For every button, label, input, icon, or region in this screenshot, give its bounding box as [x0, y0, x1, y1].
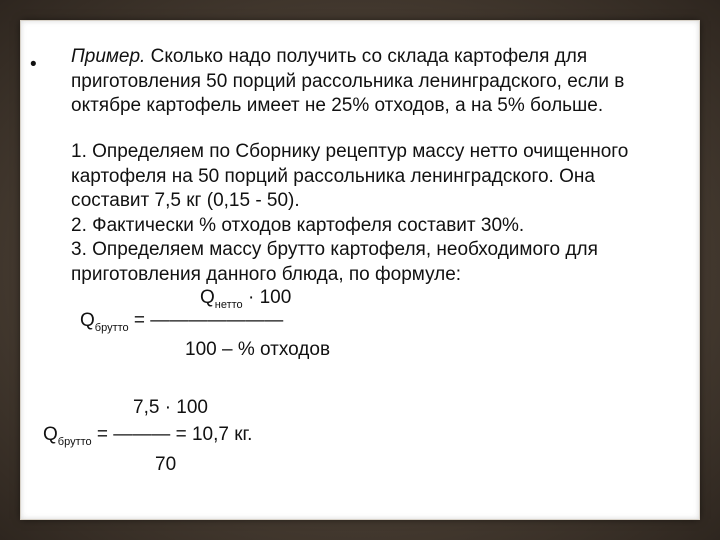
formula1-num-rest: · 100: [242, 287, 292, 308]
step-line-2: картофеля на 50 порций рассольника ленинградского. Она: [71, 165, 595, 187]
steps-paragraph: [71, 140, 628, 287]
formula1-denominator: 100 – % отходов: [185, 339, 331, 360]
example-line-2: приготовления 50 порций рассольника ленинградского, если в: [71, 70, 625, 92]
example-paragraph: [71, 45, 624, 119]
bullet-marker: •: [30, 54, 37, 75]
formula1-fraction-bar: = ———————: [128, 310, 284, 331]
step-line-4: 2. Фактически % отходов картофеля составит 30%.: [71, 214, 525, 236]
example-intro: Пример.: [71, 46, 146, 67]
formula1-lhs-subscript: брутто: [94, 322, 129, 334]
formula2-denominator: 70: [155, 454, 177, 475]
example-line-1-text: Сколько надо получить со склада картофеля для: [145, 46, 588, 67]
step-line-3: составит 7,5 кг (0,15 - 50).: [71, 190, 300, 211]
formula2-lhs-q: Q: [43, 424, 58, 445]
formula1-num-q: Q: [200, 287, 215, 308]
formula2-lhs: [43, 423, 252, 450]
formula2-result: = ——— = 10,7 кг.: [91, 424, 253, 445]
formula1-lhs: [80, 309, 283, 336]
formula1-num-subscript: нетто: [214, 299, 243, 311]
formula2-lhs-subscript: брутто: [57, 436, 92, 448]
formula2-numerator: 7,5 · 100: [133, 397, 208, 418]
step-line-5: 3. Определяем массу брутто картофеля, необходимого для: [71, 239, 598, 260]
example-line-3: октябре картофель имеет не 25% отходов, а на 5% больше.: [71, 95, 604, 116]
step-line-6: приготовления данного блюда, по формуле:: [71, 263, 462, 285]
step-line-1: 1. Определяем по Сборнику рецептур массу нетто очищенного: [71, 141, 629, 162]
example-line-1: [71, 45, 624, 70]
formula1-lhs-q: Q: [80, 310, 95, 331]
